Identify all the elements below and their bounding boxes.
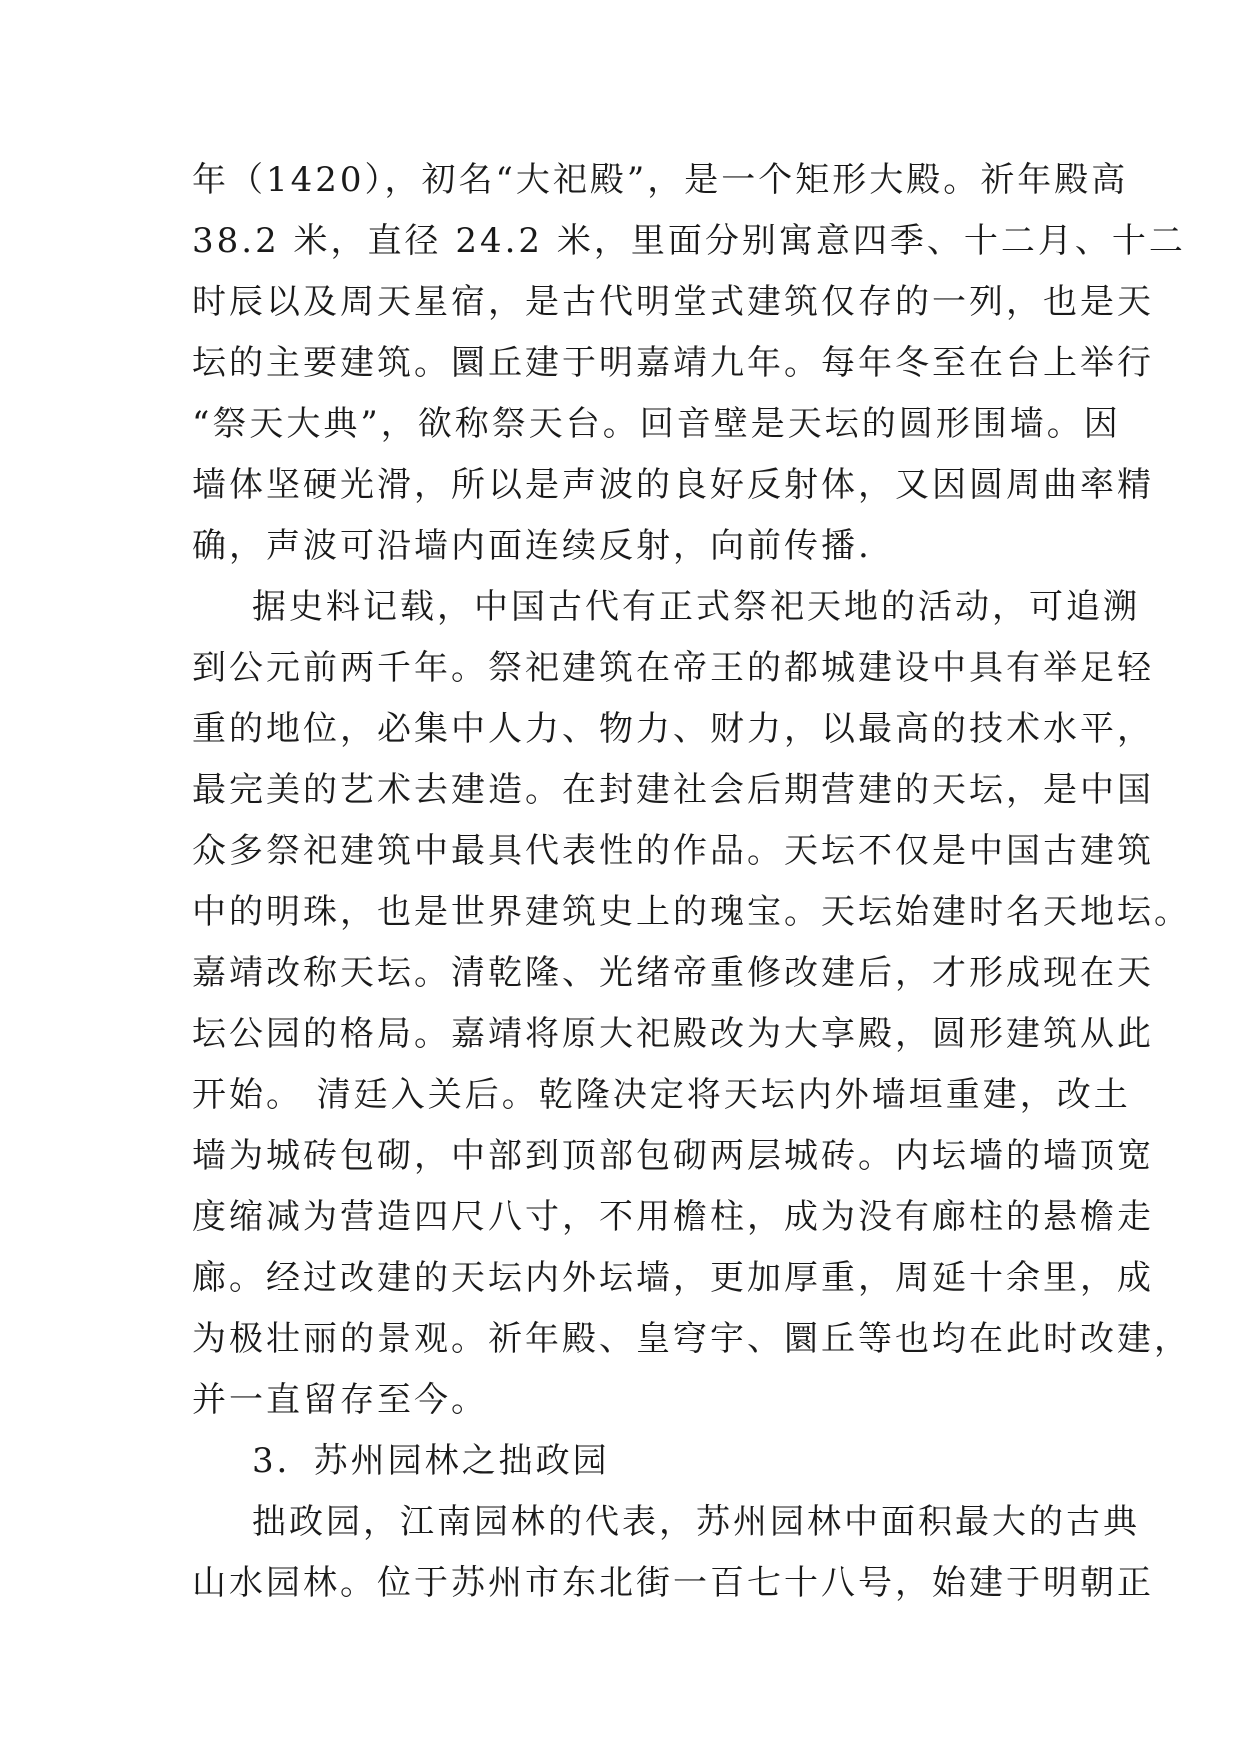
text-line: 坛公园的格局。嘉靖将原大祀殿改为大享殿，圆形建筑从此 (192, 1014, 1154, 1054)
text-line: 到公元前两千年。祭祀建筑在帝王的都城建设中具有举足轻 (192, 648, 1154, 688)
text-line: 墙为城砖包砌，中部到顶部包砌两层城砖。内坛墙的墙顶宽 (192, 1136, 1154, 1176)
text-line: 年（1420），初名“大祀殿”，是一个矩形大殿。祈年殿高 (192, 160, 1129, 200)
text-line: 嘉靖改称天坛。清乾隆、光绪帝重修改建后，才形成现在天 (192, 953, 1154, 993)
text-line: 开始。 清廷入关后。乾隆决定将天坛内外墙垣重建，改土 (192, 1075, 1131, 1115)
text-line: “祭天大典”，欲称祭天台。回音壁是天坛的圆形围墙。因 (192, 404, 1121, 444)
paragraph-first-line: 据史料记载，中国古代有正式祭祀天地的活动，可追溯 (252, 587, 1140, 627)
text-line: 最完美的艺术去建造。在封建社会后期营建的天坛，是中国 (192, 770, 1154, 810)
paragraph-first-line: 拙政园，江南园林的代表，苏州园林中面积最大的古典 (252, 1502, 1140, 1542)
text-line: 并一直留存至今。 (192, 1380, 488, 1420)
section-heading: 3．苏州园林之拙政园 (252, 1441, 610, 1481)
text-line: 确，声波可沿墙内面连续反射，向前传播. (192, 526, 872, 566)
body-text (192, 150, 1191, 1614)
text-line: 廊。经过改建的天坛内外坛墙，更加厚重，周延十余里，成 (192, 1258, 1154, 1298)
text-line: 时辰以及周天星宿，是古代明堂式建筑仅存的一列，也是天 (192, 282, 1154, 322)
text-line: 山水园林。位于苏州市东北街一百七十八号，始建于明朝正 (192, 1563, 1154, 1603)
text-line: 墙体坚硬光滑，所以是声波的良好反射体，又因圆周曲率精 (192, 465, 1154, 505)
text-line: 度缩减为营造四尺八寸，不用檐柱，成为没有廊柱的悬檐走 (192, 1197, 1154, 1237)
text-line: 重的地位，必集中人力、物力、财力，以最高的技术水平， (192, 709, 1154, 749)
text-line: 38.2 米，直径 24.2 米，里面分别寓意四季、十二月、十二 (192, 221, 1186, 261)
text-line: 坛的主要建筑。圜丘建于明嘉靖九年。每年冬至在台上举行 (192, 343, 1154, 383)
text-line: 众多祭祀建筑中最具代表性的作品。天坛不仅是中国古建筑 (192, 831, 1154, 871)
text-line: 为极壮丽的景观。祈年殿、皇穹宇、圜丘等也均在此时改建， (192, 1319, 1191, 1359)
text-line: 中的明珠，也是世界建筑史上的瑰宝。天坛始建时名天地坛。 (192, 892, 1191, 932)
